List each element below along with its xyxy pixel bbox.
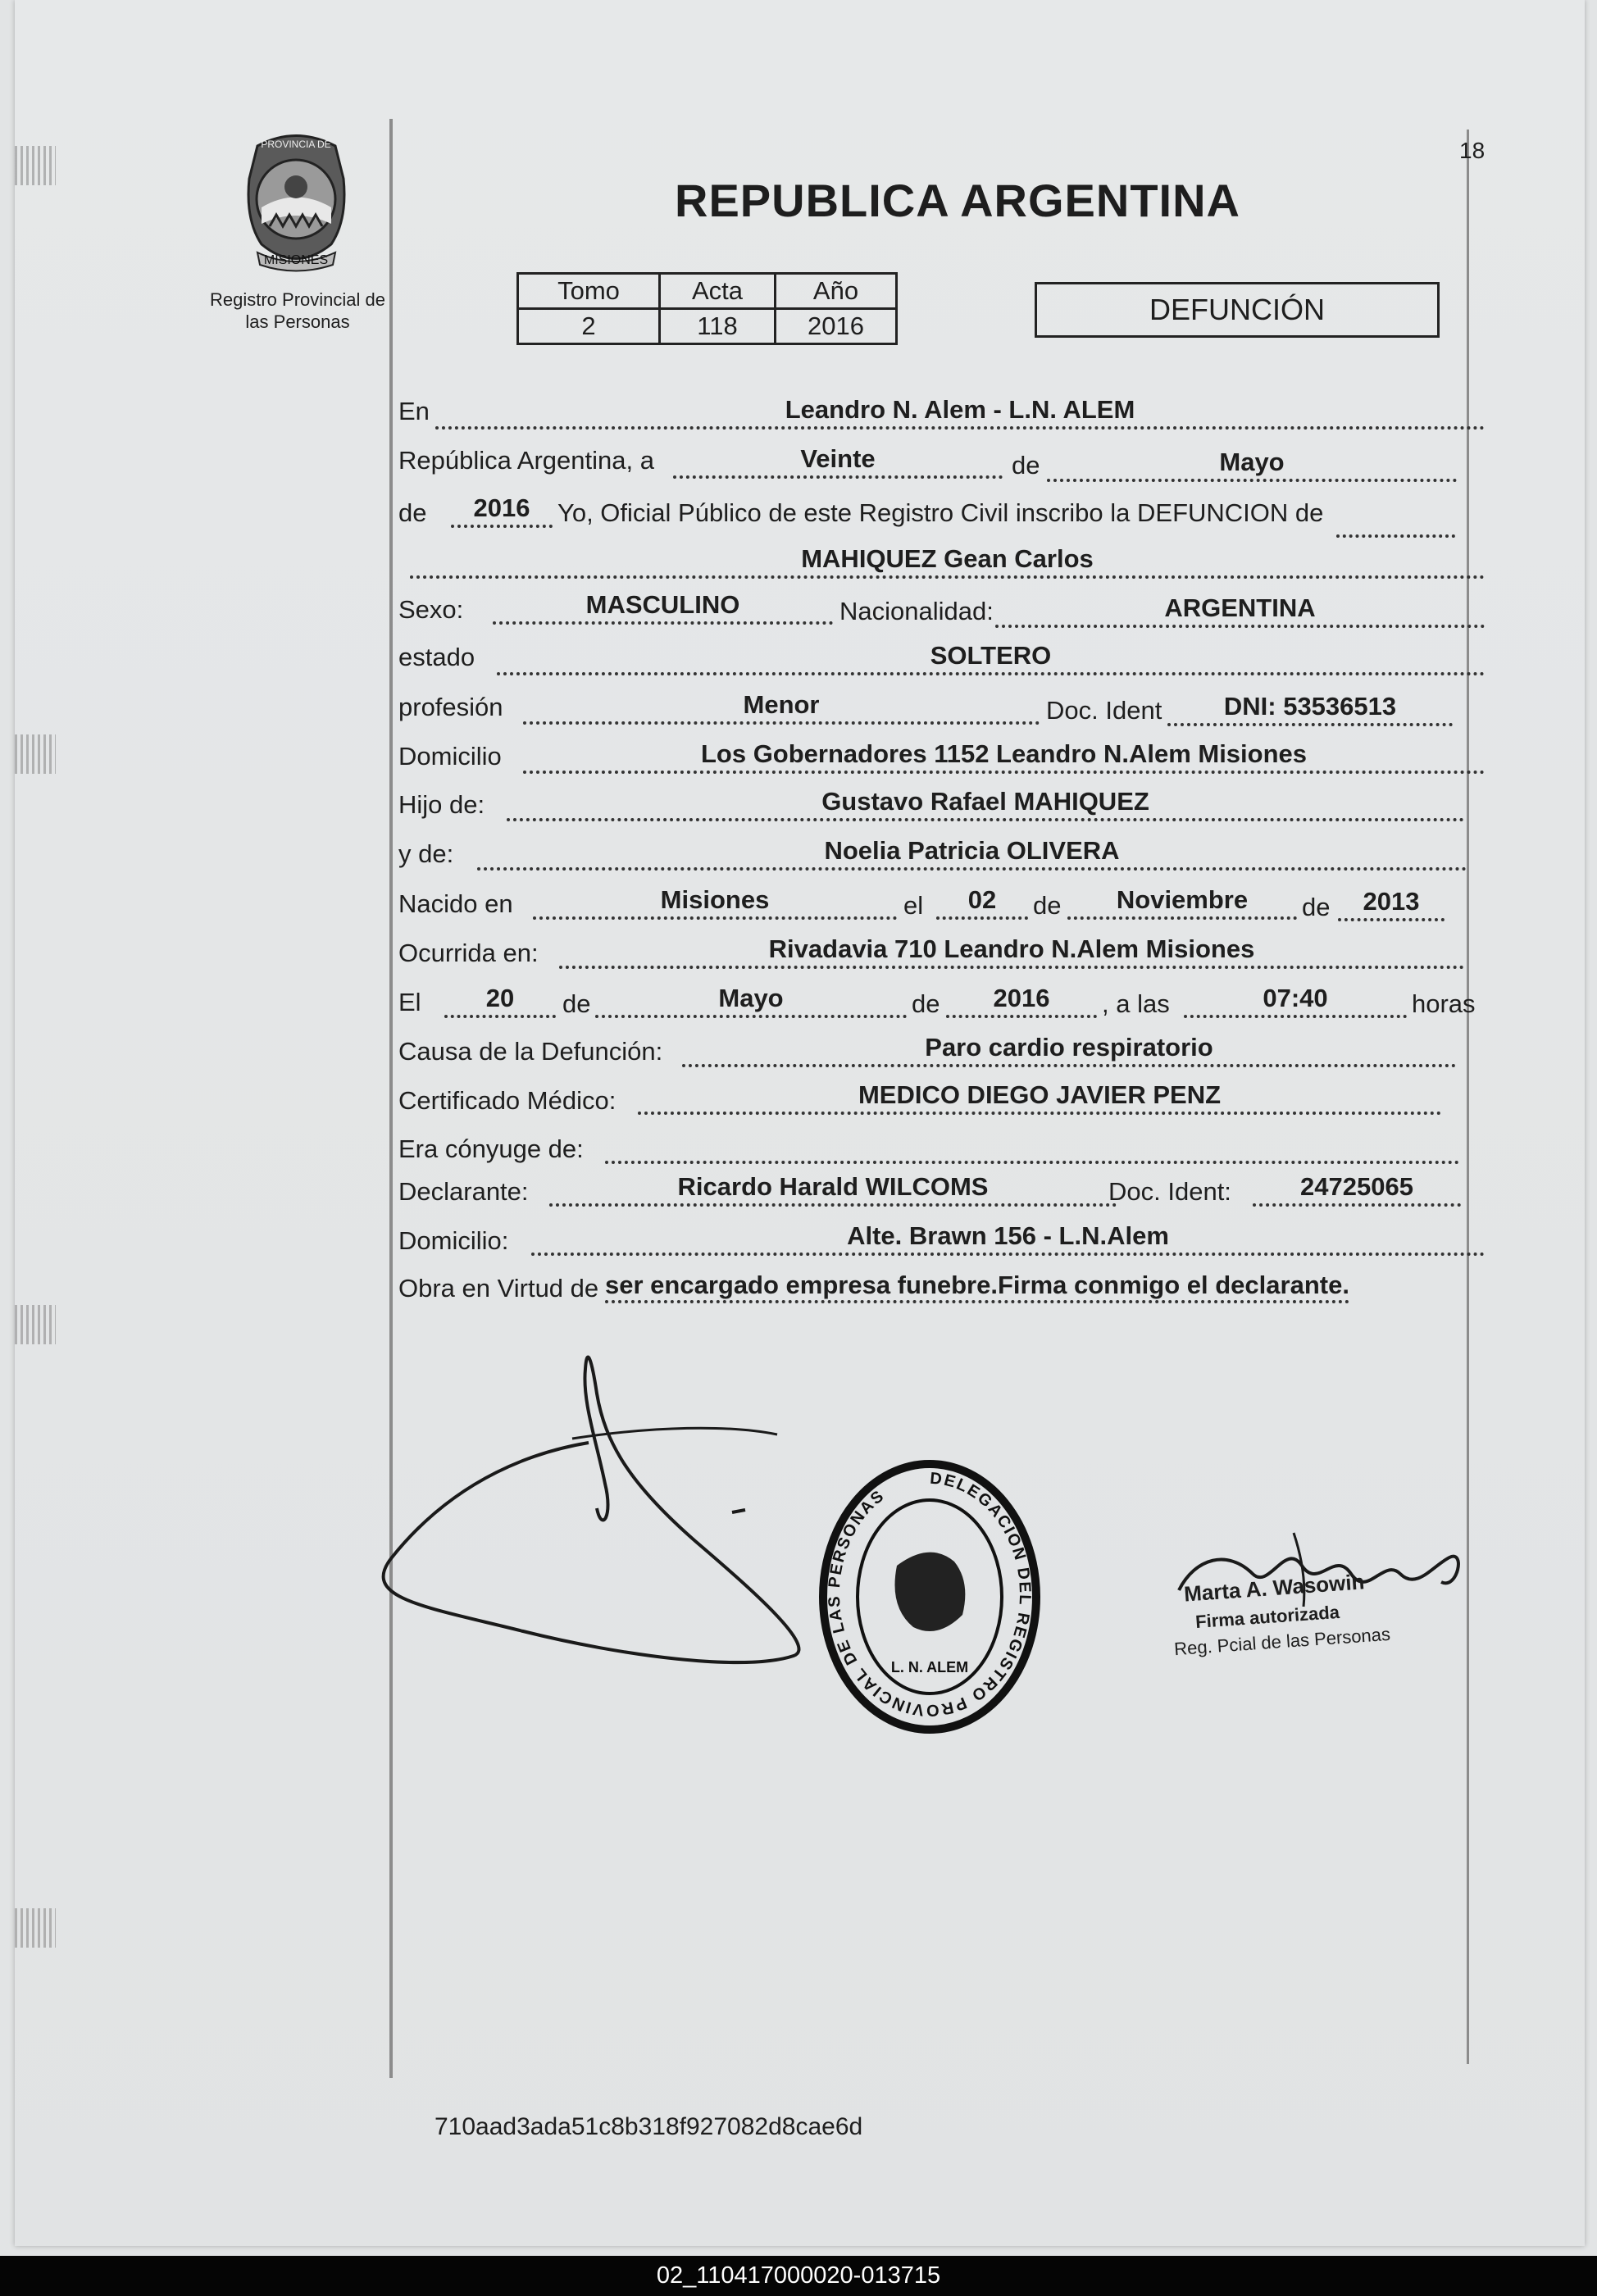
record-table-header-row (518, 274, 897, 309)
field-declarante: Ricardo Harald WILCOMS (549, 1172, 1117, 1207)
label-y-de: y de: (398, 839, 454, 868)
label-de-f2: de (912, 989, 940, 1018)
label-yo-oficial: Yo, Oficial Público de este Registro Civil inscribo la DEFUNCION de (557, 498, 1324, 527)
field-nacionalidad: ARGENTINA (995, 593, 1485, 628)
field-blank (1336, 503, 1455, 538)
field-ocurrida-lugar: Rivadavia 710 Leandro N.Alem Misiones (559, 934, 1464, 969)
field-fallec-mes: Mayo (595, 984, 907, 1018)
label-a-las: , a las (1102, 989, 1170, 1018)
label-de-nac-2: de (1302, 893, 1331, 921)
field-declarante-doc: 24725065 (1253, 1172, 1461, 1207)
field-doc-ident: DNI: 53536513 (1167, 692, 1453, 726)
value-acta: 118 (660, 309, 776, 344)
scan-artifact (15, 734, 56, 774)
label-ocurrida-en: Ocurrida en: (398, 939, 539, 967)
scan-artifact (15, 1908, 56, 1948)
field-nacido-anio: 2013 (1338, 887, 1445, 921)
field-conyuge (605, 1130, 1459, 1164)
label-sexo: Sexo: (398, 595, 464, 624)
field-fallec-hora: 07:40 (1184, 984, 1407, 1018)
field-dia-letras: Veinte (673, 444, 1003, 479)
field-obra: ser encargado empresa funebre.Firma conmigo el declarante. (605, 1271, 1349, 1303)
label-nacionalidad: Nacionalidad: (839, 597, 994, 625)
label-en: En (398, 397, 430, 425)
header-anio: Año (776, 274, 897, 309)
document-type-box: DEFUNCIÓN (1035, 282, 1440, 338)
field-nombre: MAHIQUEZ Gean Carlos (410, 544, 1485, 579)
value-anio: 2016 (776, 309, 897, 344)
provincial-seal-icon (233, 130, 360, 273)
officer-title: Firma autorizada (1194, 1601, 1340, 1633)
document-title: REPUBLICA ARGENTINA (675, 175, 1240, 226)
field-nacido-mes: Noviembre (1067, 885, 1297, 920)
label-de-2: de (398, 498, 427, 527)
label-declarante: Declarante: (398, 1177, 529, 1206)
officer-name: Marta A. Wasowin (1183, 1569, 1366, 1607)
field-mes: Mayo (1047, 448, 1457, 482)
label-domicilio: Domicilio (398, 742, 502, 771)
label-profesion: profesión (398, 693, 503, 721)
seal-upper-text: PROVINCIA DE (261, 139, 331, 150)
field-anio: 2016 (451, 493, 553, 528)
officer-office: Reg. Pcial de las Personas (1173, 1623, 1391, 1660)
document-hash: 710aad3ada51c8b318f927082d8cae6d (435, 2113, 863, 2140)
header-acta: Acta (660, 274, 776, 309)
label-causa: Causa de la Defunción: (398, 1037, 663, 1066)
label-horas: horas (1412, 989, 1476, 1018)
label-domicilio-declarante: Domicilio: (398, 1226, 509, 1255)
field-causa: Paro cardio respiratorio (682, 1033, 1456, 1067)
left-margin-rule (389, 119, 393, 2078)
header-tomo: Tomo (518, 274, 660, 309)
org-name: Registro Provincial de las Personas (210, 289, 385, 332)
field-nacido-lugar: Misiones (533, 885, 897, 920)
label-obra: Obra en Virtud de (398, 1274, 599, 1303)
label-el-nac: el (903, 891, 924, 920)
field-domicilio: Los Gobernadores 1152 Leandro N.Alem Misiones (523, 739, 1485, 774)
field-padre: Gustavo Rafael MAHIQUEZ (507, 787, 1464, 821)
label-el: El (398, 988, 421, 1016)
label-conyuge: Era cónyuge de: (398, 1134, 584, 1163)
field-fallec-dia: 20 (444, 984, 556, 1018)
field-fallec-anio: 2016 (946, 984, 1097, 1018)
label-hijo-de: Hijo de: (398, 790, 485, 819)
label-estado: estado (398, 643, 475, 671)
label-certificado: Certificado Médico: (398, 1086, 617, 1115)
field-estado: SOLTERO (497, 641, 1485, 675)
label-de-1: de (1012, 451, 1040, 480)
page-number: 18 (1459, 138, 1486, 163)
field-declarante-domicilio: Alte. Brawn 156 - L.N.Alem (531, 1221, 1485, 1256)
label-doc-ident: Doc. Ident (1046, 696, 1162, 725)
stamp-center-text: L. N. ALEM (890, 1659, 969, 1675)
field-certificado: MEDICO DIEGO JAVIER PENZ (638, 1080, 1441, 1115)
stamp-ring-text: DELEGACION DEL REGISTRO PROVINCIAL DE LAS PERSONAS (825, 1469, 1035, 1720)
field-nacido-dia: 02 (936, 885, 1028, 920)
field-profesion: Menor (523, 690, 1040, 725)
field-madre: Noelia Patricia OLIVERA (477, 836, 1467, 871)
value-tomo: 2 (518, 309, 660, 344)
record-table (516, 272, 898, 345)
declarant-signature-icon (359, 1344, 818, 1689)
official-stamp-icon (807, 1451, 1053, 1746)
label-de-nac: de (1033, 891, 1062, 920)
label-republica: República Argentina, a (398, 446, 654, 475)
field-sexo: MASCULINO (493, 590, 833, 625)
barcode-label: 02_110417000020-013715 (0, 2256, 1597, 2296)
document-sheet (15, 0, 1585, 2246)
label-declarante-doc: Doc. Ident: (1108, 1177, 1231, 1206)
seal-lower-text: MISIONES (263, 253, 329, 267)
field-lugar: Leandro N. Alem - L.N. ALEM (435, 395, 1485, 430)
scan-artifact (15, 146, 56, 185)
scan-artifact (15, 1305, 56, 1344)
label-nacido-en: Nacido en (398, 889, 513, 918)
record-table-value-row (518, 309, 897, 344)
label-de-f1: de (562, 989, 591, 1018)
